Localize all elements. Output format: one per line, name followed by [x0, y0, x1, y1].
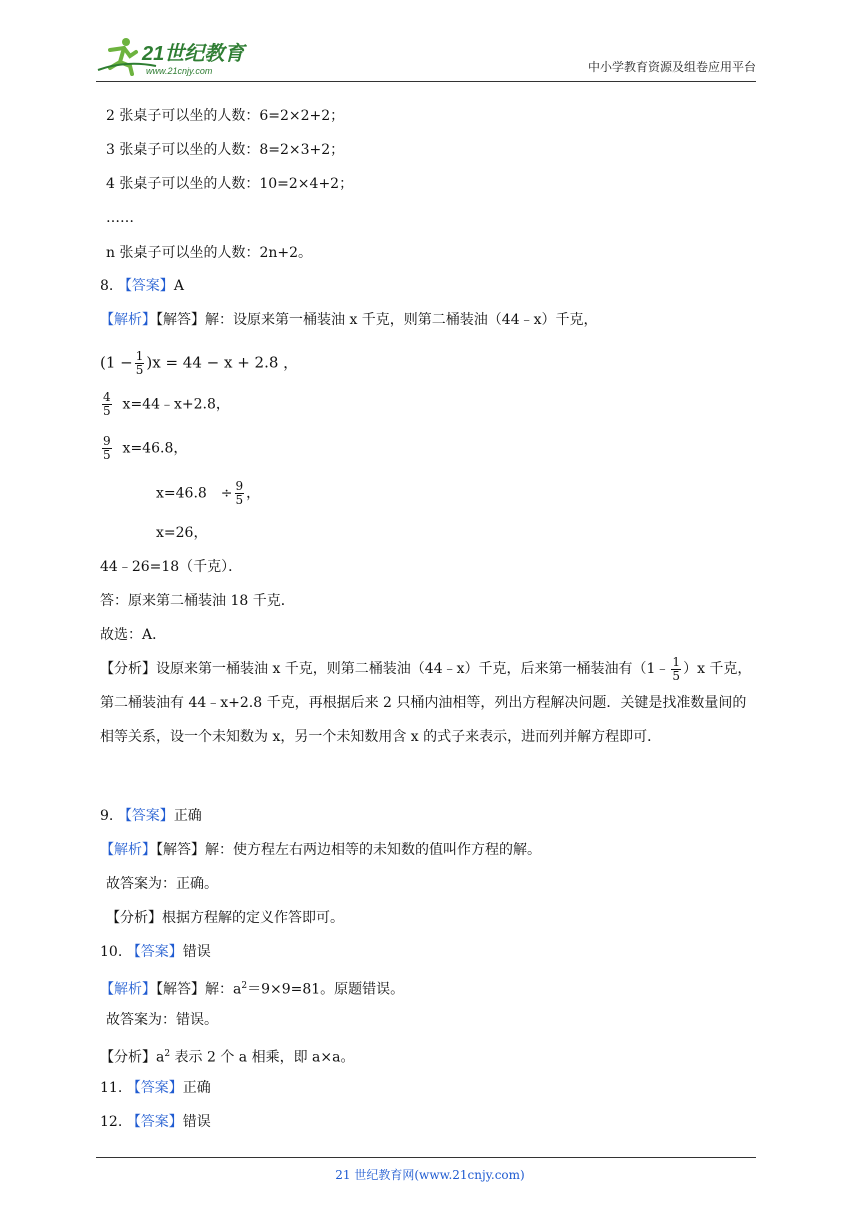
question-number: 8.	[100, 278, 114, 294]
equation-line: x=26，	[156, 525, 208, 541]
answer-value: 正确	[182, 1080, 211, 1096]
equation-line: $\frac{4}{5}$ x=44﹣x+2.8，	[103, 390, 230, 418]
analysis-tag: 【解析】	[100, 312, 156, 328]
question-number: 12.	[100, 1114, 123, 1130]
equation-line: 44﹣26=18（千克）．	[100, 559, 243, 575]
answer-tag: 【答案】	[126, 944, 183, 960]
solution-text: 解：设原来第一桶装油 x 千克，则第二桶装油（44﹣x）千克，	[205, 312, 598, 328]
question-8-solution	[100, 310, 598, 330]
solution-tag: 【解答】	[156, 842, 205, 858]
question-10-answer	[100, 942, 211, 962]
question-10-solution: 【解析】【解答】解：$a^2=9\times 9=81$。原题错误。	[100, 981, 405, 998]
analysis-paragraph: 【分析】设原来第一桶装油 x 千克，则第二桶装油（44﹣x）千克，后来第一桶装油有（1﹣ $\frac{1}{5}$ ）x 千克，第二桶装油有 44﹣x+2.8 千克，再根据后来 2 只桶内油相等，列出方程解决问题．关键是找准数量间的相等关系，设一个未知数为 x，另一个未知数用含 x 的式子来表示，进而列并解方程即可．	[100, 654, 752, 745]
text-line: 3 张桌子可以坐的人数：8=2×3+2；	[106, 142, 345, 158]
answer-value: 错误	[182, 944, 211, 960]
solution-tag: 【解答】	[156, 312, 205, 328]
svg-text:www.21cnjy.com: www.21cnjy.com	[146, 66, 213, 76]
answer-tag: 【答案】	[126, 1080, 183, 1096]
question-number: 11.	[100, 1080, 123, 1096]
text-line: 2 张桌子可以坐的人数：6=2×2+2；	[106, 108, 345, 124]
footer-text: 21 世纪教育网(www.21cnjy.com)	[335, 1168, 525, 1182]
analysis-statement: 【分析】根据方程解的定义作答即可。	[106, 910, 344, 926]
answer-value: 错误	[182, 1114, 211, 1130]
footer-divider	[96, 1157, 756, 1158]
question-number: 9.	[100, 808, 114, 824]
answer-tag: 【答案】	[117, 808, 174, 824]
platform-name: 中小学教育资源及组卷应用平台	[587, 60, 756, 74]
equation-line: $\frac{9}{5}$ x=46.8，	[103, 434, 188, 462]
answer-statement: 答：原来第二桶装油 18 千克．	[100, 593, 295, 609]
page-header	[96, 28, 756, 82]
question-number: 10.	[100, 944, 123, 960]
text-line: ……	[106, 210, 134, 226]
so-statement: 故答案为：正确。	[106, 876, 218, 892]
choice-statement: 故选：A．	[100, 627, 167, 643]
svg-text:21世纪教育: 21世纪教育	[142, 43, 245, 65]
text-line: n 张桌子可以坐的人数：2n+2。	[106, 245, 313, 261]
analysis-tag: 【解析】	[100, 981, 156, 998]
solution-tag: 【解答】	[156, 981, 205, 998]
solution-text: 解：使方程左右两边相等的未知数的值叫作方程的解。	[205, 842, 541, 858]
answer-tag: 【答案】	[126, 1114, 183, 1130]
equation-line: x=46.8 ÷ $\frac{9}{5}$ ，	[156, 479, 261, 507]
answer-value: 正确	[173, 808, 202, 824]
answer-tag: 【答案】	[117, 278, 174, 294]
question-9-solution	[100, 840, 541, 860]
question-8-answer	[100, 276, 184, 296]
question-9-answer	[100, 806, 202, 826]
question-12-answer	[100, 1112, 211, 1132]
answer-value: A	[173, 278, 184, 294]
analysis-tag: 【解析】	[100, 842, 156, 858]
logo	[96, 34, 266, 78]
so-statement: 故答案为：错误。	[106, 1012, 218, 1028]
text-line: 4 张桌子可以坐的人数：10=2×4+2；	[106, 176, 354, 192]
equation-line: (1 − $\frac{1}{5}$ )x = 44 − x + 2.8 ，	[100, 349, 299, 377]
question-11-answer	[100, 1078, 211, 1098]
analysis-statement: 【分析】$a^2$ 表示 2 个 a 相乘，即 a×a。	[100, 1049, 355, 1066]
